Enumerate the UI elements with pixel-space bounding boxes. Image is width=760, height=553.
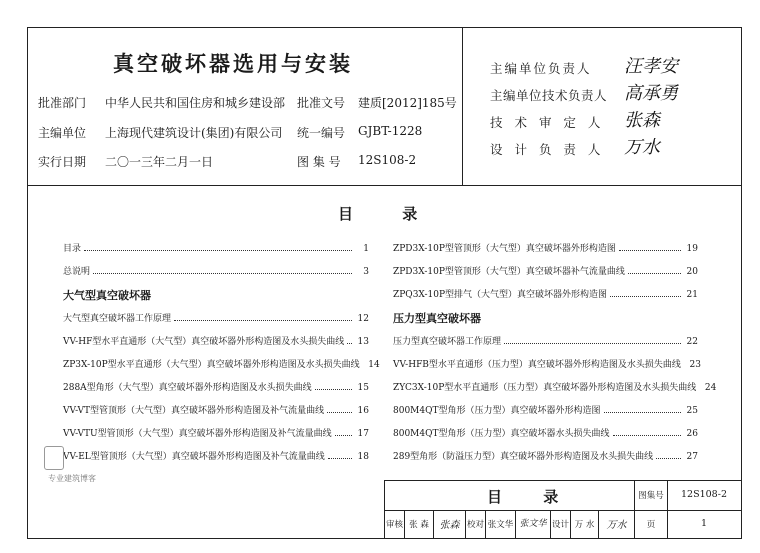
toc-entry[interactable]: ZYC3X-10P型水平直通形（压力型）真空破坏器外形构造图及水头损失曲线 24: [393, 383, 717, 393]
footer-divider: [667, 480, 668, 539]
toc-entry[interactable]: 800M4QT型角形（压力型）真空破坏器水头损失曲线 26: [393, 429, 698, 439]
approval-doc-label: 批准文号: [297, 96, 346, 110]
footer-design-label: 设计: [551, 520, 569, 530]
footer-proof-label: 校对: [466, 520, 484, 530]
signature: 万水: [624, 137, 660, 158]
unified-no: GJBT-1228: [358, 124, 423, 138]
footer-proofer: 张文华: [487, 520, 514, 530]
signature: 张森: [624, 110, 660, 131]
toc-entry[interactable]: ZP3X-10P型水平直通形（大气型）真空破坏器外形构造图及水头损失曲线 14: [63, 360, 380, 370]
signature-label: 设 计 负 责 人: [490, 142, 605, 157]
footer-designer: 万 水: [574, 520, 595, 530]
atlas-no: 12S108-2: [358, 153, 417, 167]
toc-entry[interactable]: 800M4QT型角形（压力型）真空破坏器外形构造图 25: [393, 406, 698, 416]
footer-page-no: 1: [700, 518, 708, 529]
signature-label: 主编单位技术负责人: [490, 88, 608, 103]
approving-dept: 中华人民共和国住房和城乡建设部: [105, 96, 286, 110]
toc-entry[interactable]: 289型角形（防溢压力型）真空破坏器外形构造图及水头损失曲线 27: [393, 452, 698, 462]
toc-entry[interactable]: VV-VTU型管顶形（大气型）真空破坏器外形构造图及补气流量曲线 17: [63, 429, 369, 439]
footer-designer-signature: 万水: [606, 520, 627, 531]
header-divider: [27, 185, 742, 186]
footer-atlas-label: 图集号: [638, 491, 664, 501]
footer-page-label: 页: [646, 520, 656, 530]
watermark-stamp-icon: [44, 446, 64, 470]
signature-label: 技 术 审 定 人: [490, 115, 605, 130]
toc-entry[interactable]: 288A型角形（大气型）真空破坏器外形构造图及水头损失曲线 15: [63, 383, 369, 393]
approving-dept-label: 批准部门: [38, 96, 87, 110]
watermark-text: 专业建筑博客: [48, 474, 96, 483]
toc-entry[interactable]: VV-HFB型水平直通形（压力型）真空破坏器外形构造图及水头损失曲线 23: [393, 360, 701, 370]
toc-entry[interactable]: ZPD3X-10P型管顶形（大气型）真空破坏器补气流量曲线 20: [393, 267, 698, 277]
signature: 汪孝安: [624, 56, 678, 77]
footer-reviewer: 张 森: [409, 520, 429, 530]
footer-top-line: [384, 480, 742, 481]
atlas-no-label: 图 集 号: [297, 155, 341, 169]
effective-date: 二〇一三年二月一日: [105, 155, 214, 169]
footer-review-label: 审核: [385, 520, 403, 530]
toc-entry[interactable]: VV-EL型管顶形（大气型）真空破坏器外形构造图及补气流量曲线 18: [63, 452, 369, 462]
toc-entry[interactable]: VV-HF型水平直通形（大气型）真空破坏器外形构造图及水头损失曲线 13: [63, 337, 369, 347]
approval-doc: 建质[2012]185号: [358, 96, 457, 110]
footer-divider: [634, 480, 635, 539]
editor-label: 主编单位: [38, 126, 87, 140]
editor: 上海现代建筑设计(集团)有限公司: [105, 126, 283, 140]
header-vertical-divider: [462, 27, 463, 185]
toc-entry[interactable]: VV-VT型管顶形（大气型）真空破坏器外形构造图及补气流量曲线 16: [63, 406, 369, 416]
page-title: 真空破坏器选用与安装: [113, 51, 353, 76]
toc-section-heading: 压力型真空破坏器: [393, 312, 481, 325]
signature: 高承勇: [624, 83, 678, 104]
toc-entry[interactable]: ZPD3X-10P型管顶形（大气型）真空破坏器外形构造图 19: [393, 244, 698, 254]
toc-entry[interactable]: ZPQ3X-10P型排气（大气型）真空破坏器外形构造图 21: [393, 290, 698, 300]
footer-proofer-signature: 张文华: [519, 519, 547, 529]
footer-mid-line: [384, 510, 742, 511]
toc-entry[interactable]: 总说明 3: [63, 267, 369, 277]
toc-section-heading: 大气型真空破坏器: [63, 289, 151, 302]
toc-heading: 目 录: [338, 205, 440, 223]
toc-entry[interactable]: 大气型真空破坏器工作原理 12: [63, 314, 369, 324]
footer-title: 目 录: [487, 488, 577, 506]
toc-entry[interactable]: 压力型真空破坏器工作原理 22: [393, 337, 698, 347]
footer-reviewer-signature: 张森: [439, 520, 460, 531]
effective-label: 实行日期: [38, 155, 87, 169]
signature-label: 主编单位负责人: [490, 61, 592, 76]
toc-entry[interactable]: 目录 1: [63, 244, 369, 254]
unified-no-label: 统一编号: [297, 126, 346, 140]
footer-atlas-no: 12S108-2: [681, 489, 727, 500]
